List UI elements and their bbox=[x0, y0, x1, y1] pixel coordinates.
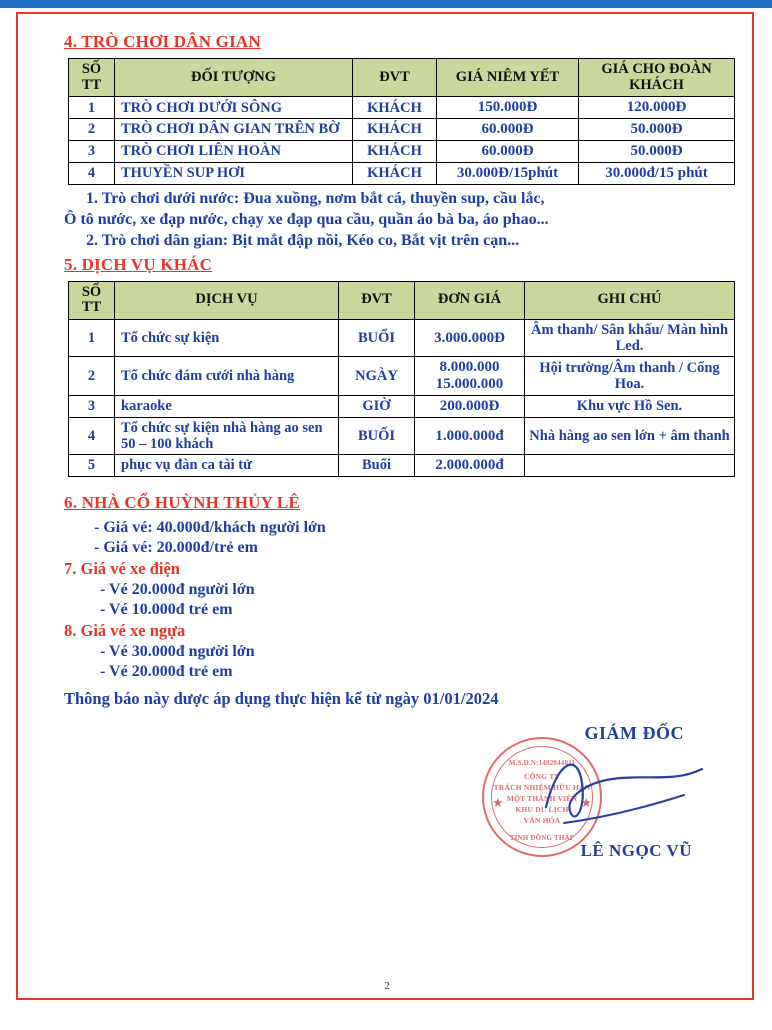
cell-notes: Nhà hàng ao sen lớn + âm thanh bbox=[525, 417, 735, 454]
cell-unit-price: 1.000.000đ bbox=[415, 417, 525, 454]
table-row bbox=[69, 162, 735, 184]
section-6-item-2: - Giá vé: 20.000đ/trẻ em bbox=[94, 538, 258, 556]
table-row bbox=[69, 319, 735, 356]
section-4-heading bbox=[64, 32, 744, 52]
seal-star-right-icon: ★ bbox=[580, 794, 592, 810]
col-header-listed-price: GIÁ NIÊM YẾT bbox=[437, 59, 579, 97]
company-seal-stamp bbox=[482, 737, 602, 857]
table-row bbox=[69, 119, 735, 141]
cell-stt: 4 bbox=[69, 162, 115, 184]
col-header-unit: ĐVT bbox=[353, 59, 437, 97]
cell-service: phục vụ đàn ca tài tử bbox=[115, 455, 339, 477]
cell-unit-price: 3.000.000Đ bbox=[415, 319, 525, 356]
cell-unit-price: 2.000.000đ bbox=[415, 455, 525, 477]
cell-unit: NGÀY bbox=[339, 357, 415, 396]
page-number: 2 bbox=[384, 980, 390, 992]
seal-star-left-icon: ★ bbox=[492, 794, 504, 810]
cell-stt: 2 bbox=[69, 357, 115, 396]
cell-notes: Hội trường/Âm thanh / Cổng Hoa. bbox=[525, 357, 735, 396]
cell-group-price: 120.000Đ bbox=[579, 97, 735, 119]
cell-service: Tổ chức sự kiện bbox=[115, 319, 339, 356]
seal-line-7: TỈNH ĐỒNG THÁP bbox=[509, 833, 575, 842]
seal-line-5: KHU DU LỊCH bbox=[515, 804, 569, 814]
cell-unit: KHÁCH bbox=[353, 162, 437, 184]
other-services-table bbox=[68, 281, 735, 477]
cell-object: THUYỀN SUP HƠI bbox=[115, 162, 353, 184]
cell-group-price: 30.000đ/15 phút bbox=[579, 162, 735, 184]
cell-unit-price: 8.000.000 15.000.000 bbox=[415, 357, 525, 396]
cell-unit: KHÁCH bbox=[353, 119, 437, 141]
seal-line-3: TRÁCH NHIỆM HỮU HẠN bbox=[493, 782, 591, 792]
col-header-stt: SỐ TT bbox=[69, 281, 115, 319]
section-4-heading-text: 4. TRÒ CHƠI DÂN GIAN bbox=[64, 32, 261, 51]
cell-notes: Khu vực Hồ Sen. bbox=[525, 395, 735, 417]
cell-listed-price: 30.000Đ/15phút bbox=[437, 162, 579, 184]
col-header-object: ĐỐI TƯỢNG bbox=[115, 59, 353, 97]
section-6-heading bbox=[64, 493, 744, 513]
section-5-heading bbox=[64, 255, 744, 275]
cell-service: Tổ chức sự kiện nhà hàng ao sen 50 – 100 khách bbox=[115, 417, 339, 454]
signature-title: GIÁM ĐỐC bbox=[584, 722, 684, 743]
document-page bbox=[16, 12, 754, 1000]
table-row bbox=[69, 97, 735, 119]
cell-stt: 3 bbox=[69, 395, 115, 417]
table-header-row bbox=[69, 59, 735, 97]
table-row bbox=[69, 455, 735, 477]
cell-stt: 3 bbox=[69, 140, 115, 162]
table-row bbox=[69, 395, 735, 417]
document-content bbox=[64, 32, 744, 863]
cell-service: Tổ chức đám cưới nhà hàng bbox=[115, 357, 339, 396]
cell-object: TRÒ CHƠI DÂN GIAN TRÊN BỜ bbox=[115, 119, 353, 141]
col-header-notes: GHI CHÚ bbox=[525, 281, 735, 319]
section-8-item-1: - Vé 30.000đ người lớn bbox=[100, 642, 255, 660]
cell-unit: KHÁCH bbox=[353, 140, 437, 162]
section-4-note-2: Ô tô nước, xe đạp nước, chạy xe đạp qua cầu, quần áo bà ba, áo phao... bbox=[64, 210, 549, 228]
seal-line-6: VĂN HÓA bbox=[523, 815, 561, 825]
cell-listed-price: 60.000Đ bbox=[437, 119, 579, 141]
signature-name: LÊ NGỌC VŨ bbox=[580, 840, 692, 860]
effective-date-note: Thông báo này dược áp dụng thực hiện kể từ ngày 01/01/2024 bbox=[64, 688, 499, 708]
col-header-group-price: GIÁ CHO ĐOÀN KHÁCH bbox=[579, 59, 735, 97]
cell-unit: KHÁCH bbox=[353, 97, 437, 119]
col-header-unit-price: ĐƠN GIÁ bbox=[415, 281, 525, 319]
seal-line-1: M.S.D.N:1402044011 bbox=[508, 758, 576, 767]
section-7-item-2: - Vé 10.000đ trẻ em bbox=[100, 600, 233, 618]
cell-stt: 1 bbox=[69, 319, 115, 356]
cell-stt: 4 bbox=[69, 417, 115, 454]
table-row bbox=[69, 140, 735, 162]
table-row bbox=[69, 417, 735, 454]
cell-group-price: 50.000Đ bbox=[579, 140, 735, 162]
cell-unit: GIỜ bbox=[339, 395, 415, 417]
cell-notes bbox=[525, 455, 735, 477]
col-header-stt: SỐ TT bbox=[69, 59, 115, 97]
cell-object: TRÒ CHƠI DƯỚI SÔNG bbox=[115, 97, 353, 119]
col-header-service: DỊCH VỤ bbox=[115, 281, 339, 319]
section-4-note-1: 1. Trò chơi dưới nước: Đua xuồng, nơm bắt cá, thuyền sup, cầu lắc, bbox=[86, 189, 545, 207]
section-6-item-1: - Giá vé: 40.000đ/khách người lớn bbox=[94, 518, 326, 536]
section-8-item-2: - Vé 20.000đ trẻ em bbox=[100, 662, 233, 680]
section-6-heading-text: 6. NHÀ CỔ HUỲNH THỦY LÊ bbox=[64, 492, 301, 512]
section-7-item-1: - Vé 20.000đ người lớn bbox=[100, 580, 255, 598]
table-row bbox=[69, 357, 735, 396]
cell-unit-price: 200.000Đ bbox=[415, 395, 525, 417]
signature-block bbox=[64, 723, 744, 863]
cell-unit: BUỔI bbox=[339, 417, 415, 454]
cell-stt: 2 bbox=[69, 119, 115, 141]
cell-service: karaoke bbox=[115, 395, 339, 417]
section-4-note-3: 2. Trò chơi dân gian: Bịt mắt đập nồi, Kéo co, Bắt vịt trên cạn... bbox=[86, 231, 520, 249]
section-7-heading: 7. Giá vé xe điện bbox=[64, 558, 180, 578]
col-header-unit: ĐVT bbox=[339, 281, 415, 319]
cell-object: TRÒ CHƠI LIÊN HOÀN bbox=[115, 140, 353, 162]
cell-stt: 1 bbox=[69, 97, 115, 119]
seal-line-4: MỘT THÀNH VIÊN bbox=[506, 793, 578, 803]
cell-unit: Buổi bbox=[339, 455, 415, 477]
games-price-table bbox=[68, 58, 735, 185]
window-top-bar bbox=[0, 0, 772, 8]
cell-unit: BUỔI bbox=[339, 319, 415, 356]
section-8-heading: 8. Giá vé xe ngựa bbox=[64, 620, 186, 640]
seal-line-2: CÔNG TY bbox=[523, 771, 561, 781]
cell-listed-price: 60.000Đ bbox=[437, 140, 579, 162]
table-header-row bbox=[69, 281, 735, 319]
section-5-heading-text: 5. DỊCH VỤ KHÁC bbox=[64, 254, 213, 274]
cell-notes: Âm thanh/ Sân khấu/ Màn hình Led. bbox=[525, 319, 735, 356]
cell-stt: 5 bbox=[69, 455, 115, 477]
cell-group-price: 50.000Đ bbox=[579, 119, 735, 141]
cell-listed-price: 150.000Đ bbox=[437, 97, 579, 119]
